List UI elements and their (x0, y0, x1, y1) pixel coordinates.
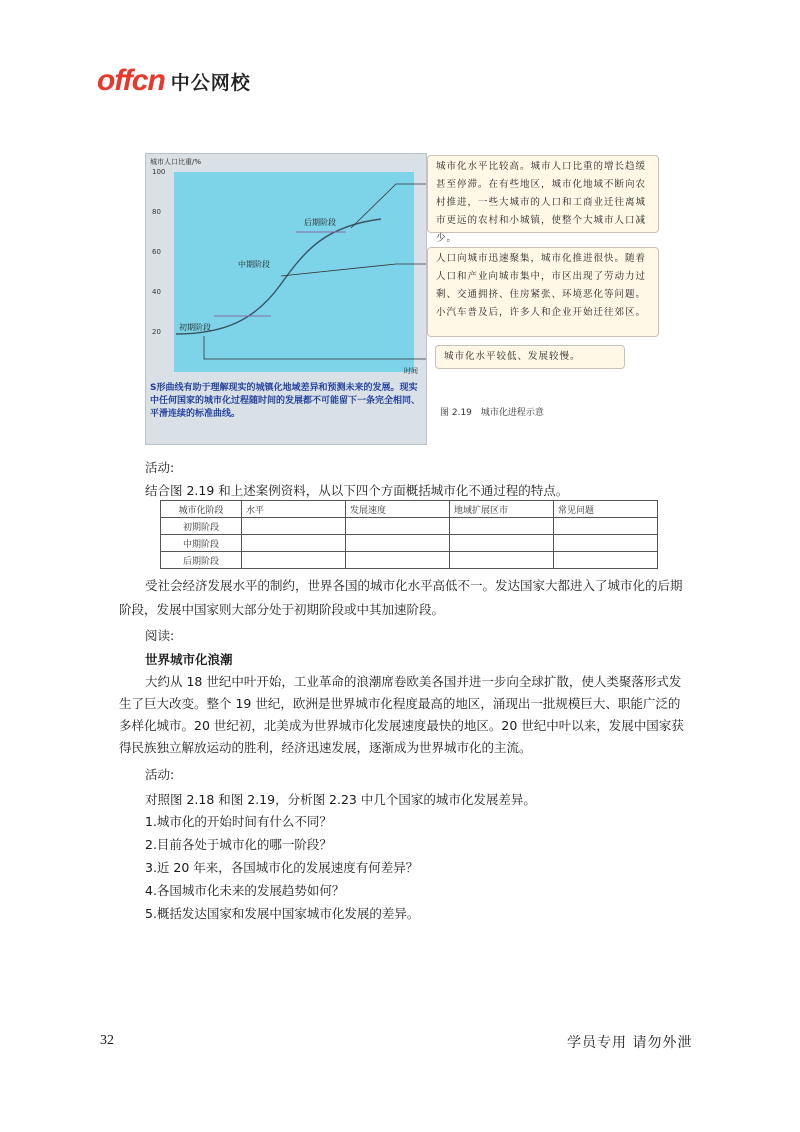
s-curve-svg (146, 154, 426, 380)
activity-2-question-3: 3.近 20 年来，各国城市化的发展速度有何差异？ (145, 860, 419, 875)
table-cell (554, 535, 658, 552)
pointer-bottom (204, 336, 426, 359)
middle-stage-label: 中期阶段 (238, 260, 270, 269)
activity-1-title: 活动: (145, 460, 175, 475)
table-row (161, 552, 658, 569)
reading-line-2: 生了巨大改变。整个 19 世纪，欧洲是世界城市化程度最高的地区，涌现出一批规模巨大、职能广泛的 (119, 696, 681, 711)
urbanization-stage-table (160, 500, 658, 569)
table-cell (450, 518, 554, 535)
y-tick-60: 60 (152, 248, 161, 256)
reading-line-3: 多样化城市。20 世纪初，北美成为世界城市化发展速度最快的地区。20 世纪中叶以来，发展中国家获 (119, 718, 684, 733)
table-header-cell: 地域扩展区市 (450, 501, 554, 518)
paragraph-1-line-1: 受社会经济发展水平的制约，世界各国的城市化水平高低不一。发达国家大都进入了城市化的后期 (145, 578, 683, 593)
activity-2-question-5: 5.概括发达国家和发展中国家城市化发展的差异。 (145, 906, 420, 921)
table-header-row (161, 501, 658, 518)
offcn-logo (97, 64, 251, 98)
activity-2-question-1: 1.城市化的开始时间有什么不同？ (145, 814, 332, 829)
figure-caption: 图 2.19 城市化进程示意 (440, 408, 544, 418)
table-cell (346, 552, 450, 569)
reading-line-4: 得民族独立解放运动的胜利，经济迅速发展，逐渐成为世界城市化的主流。 (119, 740, 532, 755)
pointer-top (351, 184, 426, 228)
activity-2-intro: 对照图 2.18 和图 2.19，分析图 2.23 中几个国家的城市化发展差异。 (145, 792, 536, 807)
table-cell (242, 518, 346, 535)
table-cell (554, 552, 658, 569)
table-header-cell: 城市化阶段 (161, 501, 242, 518)
reading-line-1: 大约从 18 世纪中叶开始，工业革命的浪潮席卷欧美各国并进一步向全球扩散，使人类聚落形式发 (145, 674, 682, 689)
footer-note: 学员专用 请勿外泄 (567, 1035, 693, 1051)
early-stage-callout: 城市化水平较低、发展较慢。 (435, 345, 625, 369)
table-row (161, 535, 658, 552)
table-cell (554, 518, 658, 535)
late-stage-label: 后期阶段 (304, 218, 336, 227)
y-tick-80: 80 (152, 208, 161, 216)
paragraph-1-line-2: 阶段，发展中国家则大部分处于初期阶段或中其加速阶段。 (119, 602, 445, 617)
early-stage-label: 初期阶段 (179, 323, 211, 332)
table-row-label: 后期阶段 (161, 552, 242, 569)
table-header-cell: 发展速度 (346, 501, 450, 518)
activity-2-question-2: 2.目前各处于城市化的哪一阶段？ (145, 837, 332, 852)
reading-heading: 世界城市化浪潮 (145, 652, 233, 667)
y-axis-label: 城市人口比重/% (150, 158, 202, 166)
s-curve-chart (145, 153, 427, 445)
table-cell (450, 535, 554, 552)
activity-1-instruction: 结合图 2.19 和上述案例资料，从以下四个方面概括城市化不通过程的特点。 (145, 483, 569, 498)
y-tick-20: 20 (152, 328, 161, 336)
table-header-cell: 常见问题 (554, 501, 658, 518)
reading-title: 阅读: (145, 628, 175, 643)
page-number: 32 (100, 1033, 114, 1048)
pointer-middle (281, 264, 426, 276)
figure-note-text: S形曲线有助于理解现实的城镇化地域差异和预测未来的发展。现实中任何国家的城市化过程随时间的发展都不可能留下一条完全相同、平滑连续的标准曲线。 (150, 383, 421, 419)
table-row (161, 518, 658, 535)
middle-stage-callout: 人口向城市迅速聚集，城市化推进很快。随着人口和产业向城市集中，市区出现了劳动力过剩、交通拥挤、住房紧张、环境恶化等问题。小汽车普及后，许多人和企业开始迁往郊区。 (427, 247, 659, 337)
table-cell (346, 518, 450, 535)
s-curve-line (176, 219, 381, 334)
table-cell (346, 535, 450, 552)
activity-2-question-4: 4.各国城市化未来的发展趋势如何？ (145, 883, 345, 898)
y-tick-40: 40 (152, 288, 161, 296)
brand-chinese-name: 中公网校 (170, 71, 251, 94)
urbanization-figure (145, 153, 660, 445)
activity-2-title: 活动: (145, 767, 175, 782)
table-cell (242, 552, 346, 569)
table-header-cell: 水平 (242, 501, 346, 518)
table-row-label: 初期阶段 (161, 518, 242, 535)
x-axis-label: 时间 (404, 367, 418, 375)
table-cell (450, 552, 554, 569)
brand-logo-text: offcn (97, 64, 165, 97)
figure-note (146, 380, 426, 444)
late-stage-callout: 城市化水平比较高。城市人口比重的增长趋缓甚至停滞。在有些地区，城市化地域不断向农村推进，一些大城市的人口和工商业迁往离城市更远的农村和小城镇，使整个大城市人口减少。 (427, 155, 659, 233)
table-cell (242, 535, 346, 552)
table-row-label: 中期阶段 (161, 535, 242, 552)
y-tick-100: 100 (152, 168, 166, 176)
